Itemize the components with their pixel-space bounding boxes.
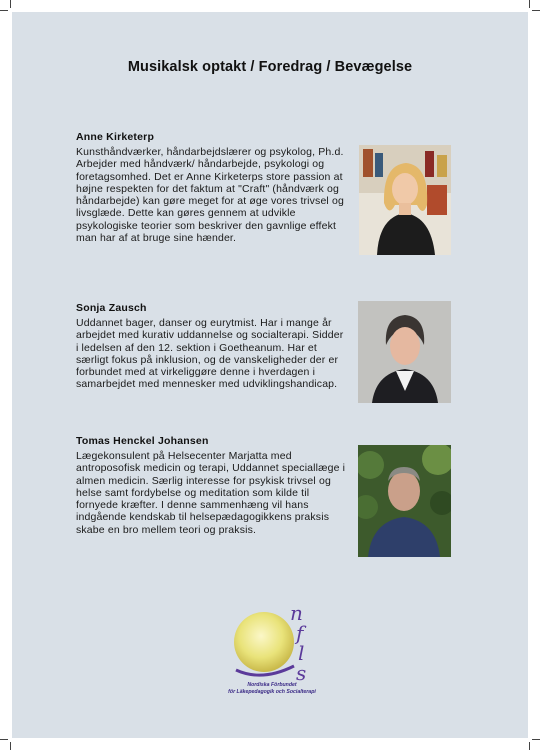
- crop-mark: [0, 739, 8, 740]
- svg-text:f: f: [296, 621, 304, 645]
- speaker-photo: [358, 301, 451, 403]
- svg-text:s: s: [296, 661, 307, 685]
- svg-text:l: l: [298, 641, 305, 665]
- crop-mark: [10, 0, 11, 8]
- speaker-entry: [76, 435, 346, 536]
- speaker-name: Sonja Zausch: [76, 302, 147, 314]
- page-panel: [12, 12, 528, 738]
- svg-text:n: n: [290, 601, 303, 625]
- crop-mark: [529, 0, 530, 8]
- speaker-bio: Uddannet bager, danser og eurytmist. Har i mange år arbejdet med kurativ uddannelse og socialterapi. Sidder i ledelsen af den 12. sektion i Goetheanum. Har et særligt fokus på inklusion, og de vanskeligheder der er forbundet med at virkeliggøre denne i hverdagen i samarbejdet med mennesker med udviklingshandicap.: [76, 317, 344, 391]
- crop-mark: [10, 742, 11, 750]
- speaker-name: Tomas Henckel Johansen: [76, 435, 209, 447]
- logo-caption: [202, 682, 342, 695]
- crop-mark: [0, 10, 8, 11]
- crop-mark: [529, 742, 530, 750]
- logo-caption-line2: för Läkepedagogik och Socialterapi: [228, 688, 316, 695]
- speaker-name: Anne Kirketerp: [76, 131, 155, 143]
- logo-caption-line1: Nordiska Förbundet: [247, 682, 297, 688]
- speaker-bio: Lægekonsulent på Helsecenter Marjatta med antroposofisk medicin og terapi, Uddannet speciallæge i almen medicin. Særlig interesse for psykisk trivsel og helse samt fordybelse og meditation som kilde til fornyede kræfter. I denne sammenhæng vil hans indgående kendskab til helsepædagogikkens praksis skabe en bro mellem teori og praksis.: [76, 450, 346, 536]
- speaker-entry: [76, 131, 346, 244]
- speaker-photo: [359, 145, 451, 255]
- crop-mark: [532, 739, 540, 740]
- speaker-bio: Kunsthåndværker, håndarbejdslærer og psykolog, Ph.d. Arbejder med håndværk/ håndarbejde, psykologi og foretagsomhed. Det er Anne Kirketerps store passion at højne respekten for det faktum at "Craft" (håndværk og håndarbejde) kan gøre meget for at øge vores trivsel og livsglæde. Dette kan gøres gennem at udvikle psykologiske teorier som beskriver den gavnlige effekt man har af at bruge sine hænder.: [76, 146, 344, 245]
- page-title: Musikalsk optakt / Foredrag / Bevægelse: [127, 59, 413, 75]
- speaker-photo: [358, 445, 451, 557]
- speaker-entry: [76, 302, 346, 391]
- crop-mark: [532, 10, 540, 11]
